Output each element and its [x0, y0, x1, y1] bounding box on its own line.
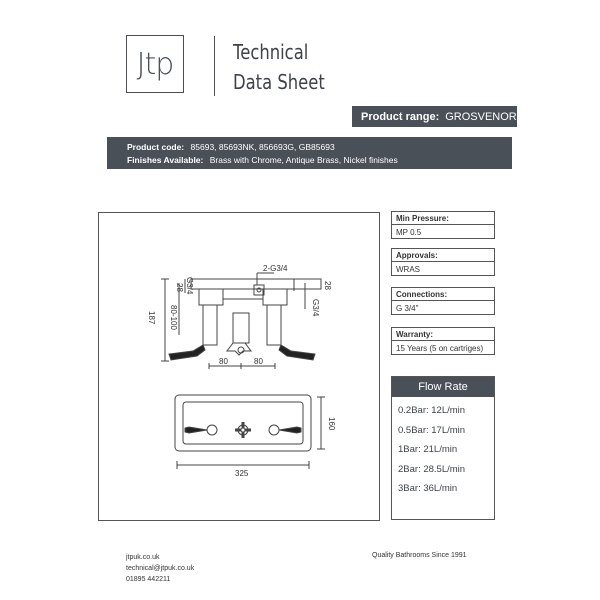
product-range-value: GROSVENOR	[445, 110, 517, 123]
approvals-box	[391, 248, 495, 276]
product-range-label: Product range:	[361, 110, 440, 123]
connections-value: G 3/4"	[396, 304, 419, 313]
footer-tagline: Quality Bathrooms Since 1991	[372, 552, 467, 559]
flow-rate-box	[391, 376, 495, 520]
side-body-left	[199, 289, 223, 305]
connections-box	[391, 287, 495, 315]
product-code-value: 85693, 85693NK, 856693G, GB85693	[190, 142, 335, 152]
side-body-right	[263, 289, 287, 305]
flow-item: 2Bar: 28.5L/min	[398, 463, 466, 475]
dim-80-a: 80	[219, 357, 228, 366]
title-line-1: Technical	[233, 40, 309, 64]
flow-item: 0.2Bar: 12L/min	[398, 405, 466, 416]
logo-text: Jtp	[136, 46, 174, 82]
min-pressure-label: Min Pressure:	[392, 212, 494, 225]
title-line-2: Data Sheet	[233, 70, 325, 94]
technical-drawing-frame	[98, 212, 380, 521]
dim-g34-right: G3/4	[311, 299, 320, 317]
dim-2-g34: 2-G3/4	[263, 264, 288, 273]
warranty-label: Warranty:	[392, 328, 494, 341]
flow-rate-title: Flow Rate	[392, 377, 494, 397]
product-range-bar	[352, 106, 517, 127]
dim-g34-left: G3/4	[185, 277, 194, 295]
finishes-label: Finishes Available:	[127, 155, 204, 165]
jtp-logo	[126, 35, 184, 93]
dim-80-100: 80-100	[169, 305, 178, 330]
dim-187: 187	[147, 311, 156, 325]
footer-website[interactable]: jtpuk.co.uk	[126, 554, 160, 561]
product-code-row	[127, 141, 512, 154]
dim-160: 160	[327, 417, 336, 431]
dim-80-b: 80	[254, 357, 263, 366]
product-code-label: Product code:	[127, 142, 185, 152]
approvals-label: Approvals:	[392, 249, 494, 262]
footer-email[interactable]: technical@jtpuk.co.uk	[126, 565, 195, 572]
warranty-value: 15 Years (5 on cartriges)	[396, 344, 484, 353]
finishes-row	[127, 154, 512, 167]
footer-phone: 01895 442211	[126, 576, 171, 583]
min-pressure-box	[391, 211, 495, 239]
approvals-value: WRAS	[396, 265, 420, 274]
stem-left	[203, 305, 217, 345]
flow-item: 0.5Bar: 17L/min	[398, 424, 466, 436]
footer-contact	[126, 552, 194, 585]
connections-label: Connections:	[392, 288, 494, 301]
min-pressure-value: MP 0.5	[396, 228, 422, 237]
side-plate	[191, 279, 321, 289]
dim-28-right: 28	[323, 281, 332, 290]
stem-center	[233, 313, 249, 343]
stem-right	[267, 305, 281, 345]
warranty-box	[391, 327, 495, 355]
technical-drawing	[99, 213, 379, 520]
finishes-value: Brass with Chrome, Antique Brass, Nickel finishes	[209, 155, 398, 165]
dim-325: 325	[235, 469, 249, 478]
flow-item: 1Bar: 21L/min	[398, 444, 458, 455]
flow-item: 3Bar: 36L/min	[398, 483, 458, 494]
product-info-bar	[107, 137, 512, 169]
header-divider	[214, 36, 215, 96]
dim-28-left: 28	[175, 283, 184, 292]
